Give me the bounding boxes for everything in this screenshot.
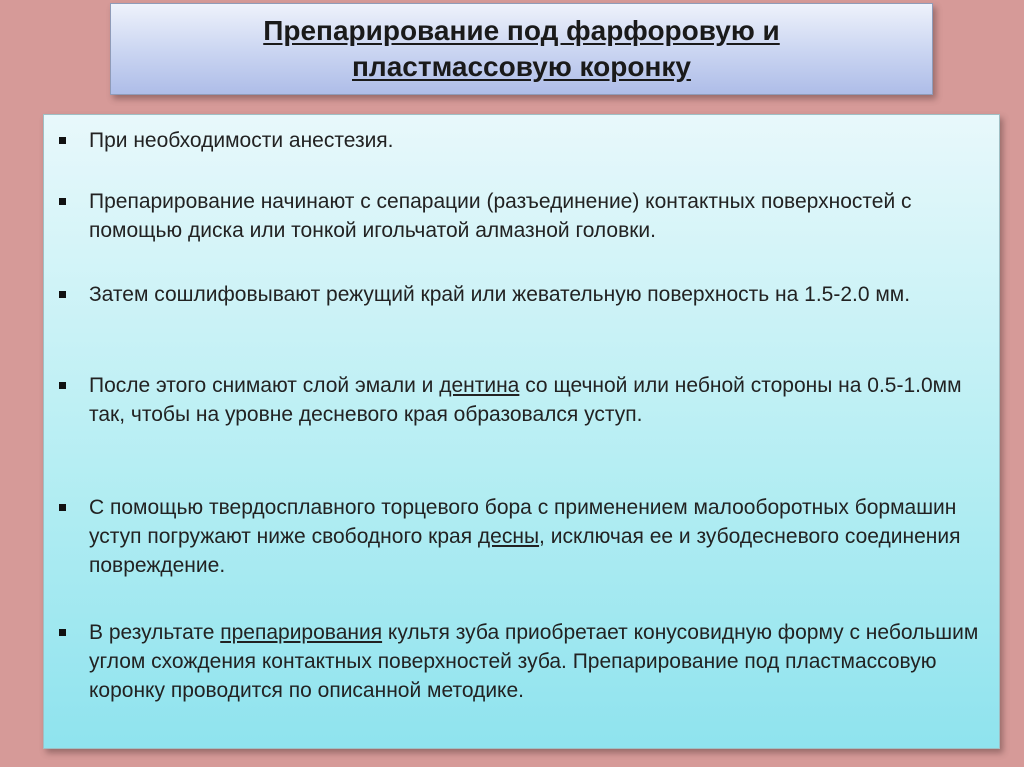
- bullet-square-icon: [59, 137, 66, 144]
- bullet-text: При необходимости анестезия.: [89, 129, 394, 152]
- bullet-text-part: С помощью твердосплавного торцевого бора с применением малооборотных бормашин уступ погружают ниже свободного края: [89, 496, 957, 548]
- gum-link[interactable]: десны: [477, 525, 540, 548]
- bullet-text-part: со щечной или небной стороны на 0.5-1.0мм так, чтобы на уровне десневого края образовался уступ.: [89, 374, 962, 426]
- bullet-item-result: [89, 618, 979, 705]
- bullet-item-grinding: [89, 280, 979, 309]
- bullet-item-separation: [89, 187, 979, 245]
- bullet-item-anesthesia: [89, 126, 979, 155]
- bullet-item-enamel-removal: [89, 371, 979, 429]
- bullet-text-part: После этого снимают слой эмали и: [89, 374, 440, 397]
- bullet-square-icon: [59, 291, 66, 298]
- bullet-text-part: В результате: [89, 621, 221, 644]
- bullet-text: Затем сошлифовывают режущий край или жевательную поверхность на 1.5-2.0 мм.: [89, 283, 911, 306]
- slide-title: [263, 13, 780, 85]
- bullet-square-icon: [59, 629, 66, 636]
- bullet-square-icon: [59, 504, 66, 511]
- slide-title-line-1: Препарирование под фарфоровую и: [263, 15, 780, 46]
- bullet-square-icon: [59, 198, 66, 205]
- preparation-link[interactable]: препарирования: [220, 621, 383, 644]
- title-banner: [110, 3, 933, 95]
- bullet-text-part: , исключая ее и зубодесневого соединения повреждение.: [89, 525, 961, 577]
- bullet-text-part: культя зуба приобретает конусовидную форму с небольшим углом схождения контактных поверхностей зуба. Препарирование под пластмассовую коронку проводится по описанной методике.: [89, 621, 979, 702]
- bullet-item-ledge-sinking: [89, 493, 979, 580]
- slide-title-line-2: пластмассовую коронку: [352, 51, 691, 82]
- dentin-link[interactable]: дентина: [439, 374, 520, 397]
- bullet-square-icon: [59, 382, 66, 389]
- bullet-text: Препарирование начинают с сепарации (разъединение) контактных поверхностей с помощью диска или тонкой игольчатой алмазной головки.: [89, 190, 912, 242]
- content-panel: [43, 114, 1000, 749]
